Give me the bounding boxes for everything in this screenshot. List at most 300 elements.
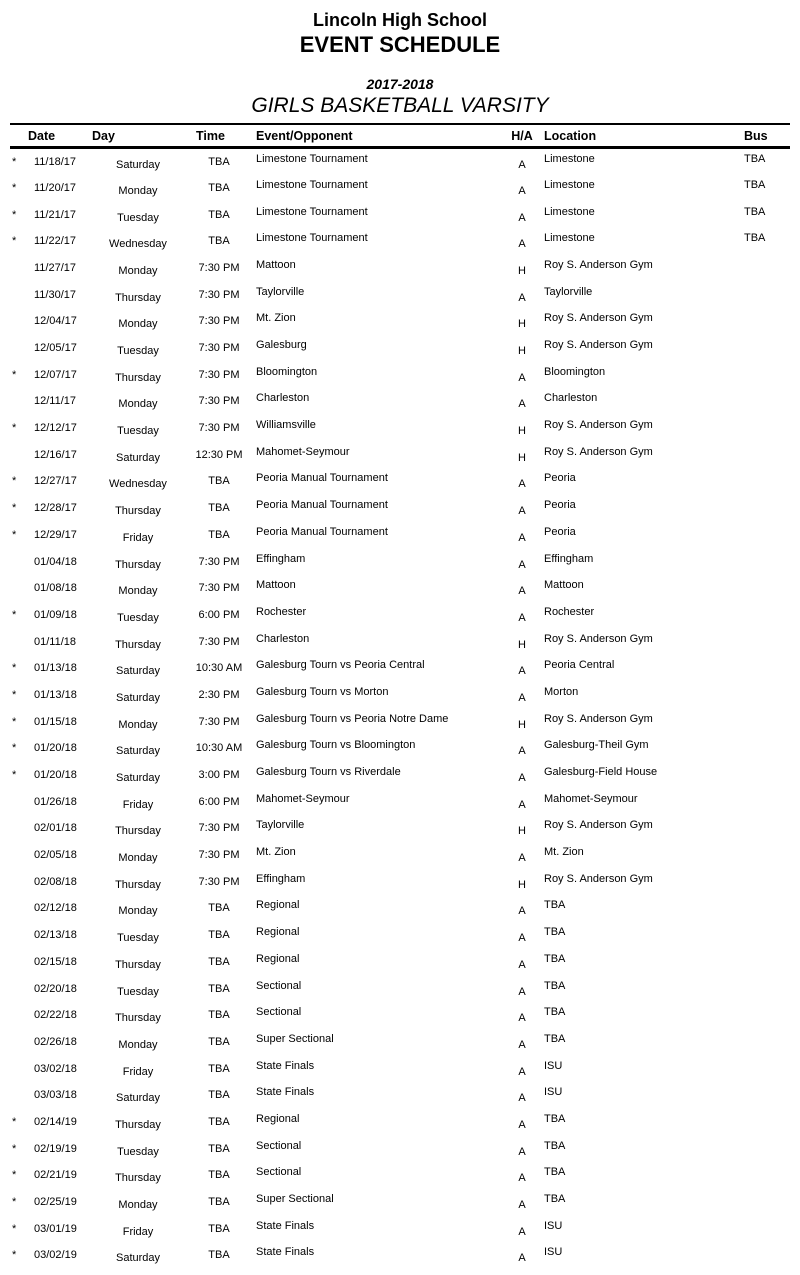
event-day: Saturday [115, 691, 161, 704]
schedule-row [10, 148, 790, 175]
conference-star-marker [10, 255, 28, 282]
event-opponent: Limestone Tournament [256, 232, 368, 245]
bus-time [736, 278, 790, 305]
event-date: 11/20/17 [34, 181, 77, 194]
event-location: Peoria [544, 499, 576, 512]
event-opponent: Peoria Manual Tournament [256, 499, 388, 512]
event-day: Saturday [115, 158, 161, 171]
event-opponent: Super Sectional [256, 1193, 334, 1206]
event-day: Friday [122, 1065, 154, 1078]
event-location: Roy S. Anderson Gym [544, 872, 653, 885]
event-day: Saturday [115, 772, 161, 785]
bus-time [736, 892, 790, 919]
event-time: 7:30 PM [198, 635, 240, 648]
event-day: Wednesday [109, 478, 167, 491]
conference-star-marker: * [12, 715, 17, 728]
conference-star-marker: * [12, 1196, 17, 1209]
home-away-flag: A [518, 184, 526, 197]
bus-time [736, 946, 790, 973]
home-away-flag: A [518, 1038, 526, 1051]
home-away-flag: A [518, 505, 526, 518]
bus-time [736, 999, 790, 1026]
home-away-flag: A [518, 558, 526, 571]
event-location: Galesburg-Field House [544, 766, 658, 779]
schedule-row [10, 815, 790, 842]
conference-star-marker [10, 441, 28, 468]
bus-time [736, 1132, 790, 1159]
schedule-row [10, 1189, 790, 1216]
event-opponent: Regional [256, 952, 300, 965]
conference-star-marker: * [12, 181, 17, 194]
event-date: 01/09/18 [34, 608, 77, 621]
event-day: Thursday [115, 505, 161, 518]
home-away-flag: A [518, 1252, 526, 1265]
event-time: 7:30 PM [198, 875, 240, 888]
event-time: 3:00 PM [198, 769, 240, 782]
event-day: Wednesday [109, 238, 167, 251]
conference-star-marker [10, 548, 28, 575]
bus-time: TBA [744, 178, 766, 191]
event-day: Thursday [115, 825, 161, 838]
event-opponent: State Finals [256, 1059, 315, 1072]
event-location: Roy S. Anderson Gym [544, 419, 653, 432]
schedule-row [10, 655, 790, 682]
event-location: Rochester [544, 605, 595, 618]
event-day: Tuesday [117, 985, 159, 998]
schedule-row [10, 1055, 790, 1082]
schedule-row [10, 628, 790, 655]
event-date: 02/15/18 [34, 955, 77, 968]
home-away-flag: A [518, 745, 526, 758]
home-away-flag: A [518, 1092, 526, 1105]
schedule-row [10, 335, 790, 362]
school-name: Lincoln High School [313, 10, 487, 30]
event-opponent: Galesburg [256, 339, 307, 352]
column-time: Time [184, 124, 254, 148]
conference-star-marker [10, 1029, 28, 1056]
schedule-row [10, 575, 790, 602]
event-location: ISU [544, 1246, 563, 1259]
event-opponent: Regional [256, 899, 300, 912]
schedule-row [10, 388, 790, 415]
conference-star-marker [10, 975, 28, 1002]
event-time: TBA [208, 181, 230, 194]
bus-time [736, 1106, 790, 1133]
bus-time [736, 1052, 790, 1079]
conference-star-marker [10, 895, 28, 922]
event-day: Monday [118, 852, 158, 865]
conference-star-marker [10, 815, 28, 842]
event-date: 01/13/18 [34, 662, 77, 675]
home-away-flag: H [518, 825, 526, 838]
schedule-row [10, 468, 790, 495]
event-date: 01/20/18 [34, 769, 77, 782]
bus-time [736, 1186, 790, 1213]
conference-star-marker [10, 281, 28, 308]
schedule-row [10, 1242, 790, 1269]
bus-time [736, 732, 790, 759]
home-away-flag: A [518, 611, 526, 624]
event-location: Taylorville [544, 285, 593, 298]
event-date: 12/07/17 [34, 368, 77, 381]
event-location: TBA [544, 1139, 566, 1152]
schedule-row [10, 1029, 790, 1056]
event-location: Morton [544, 685, 579, 698]
bus-time [736, 972, 790, 999]
event-time: 7:30 PM [198, 849, 240, 862]
event-opponent: Charleston [256, 632, 310, 645]
event-day: Monday [118, 264, 158, 277]
home-away-flag: H [518, 638, 526, 651]
event-time: TBA [208, 1142, 230, 1155]
bus-time [736, 652, 790, 679]
home-away-flag: H [518, 345, 526, 358]
event-date: 01/26/18 [34, 795, 77, 808]
document-header [0, 0, 800, 118]
event-time: 10:30 AM [195, 742, 243, 755]
schedule-row [10, 1162, 790, 1189]
home-away-flag: A [518, 398, 526, 411]
schedule-row [10, 1082, 790, 1109]
schedule-body [10, 148, 790, 1269]
event-time: 7:30 PM [198, 342, 240, 355]
schedule-row [10, 228, 790, 255]
event-time: 7:30 PM [198, 582, 240, 595]
event-time: TBA [208, 1222, 230, 1235]
event-location: ISU [544, 1219, 563, 1232]
bus-time [736, 599, 790, 626]
event-day: Tuesday [117, 932, 159, 945]
conference-star-marker: * [12, 208, 17, 221]
event-date: 03/03/18 [34, 1089, 77, 1102]
event-location: TBA [544, 1006, 566, 1019]
conference-star-marker: * [12, 688, 17, 701]
bus-time [736, 1239, 790, 1266]
event-opponent: Rochester [256, 605, 307, 618]
conference-star-marker: * [12, 1115, 17, 1128]
event-opponent: Sectional [256, 979, 302, 992]
event-location: TBA [544, 899, 566, 912]
home-away-flag: A [518, 665, 526, 678]
event-location: TBA [544, 979, 566, 992]
event-day: Thursday [115, 1012, 161, 1025]
home-away-flag: A [518, 932, 526, 945]
bus-time [736, 545, 790, 572]
home-away-flag: A [518, 211, 526, 224]
event-day: Saturday [115, 665, 161, 678]
event-opponent: Sectional [256, 1139, 302, 1152]
schedule-row [10, 1109, 790, 1136]
schedule-row [10, 682, 790, 709]
conference-star-marker [10, 628, 28, 655]
event-date: 02/22/18 [34, 1009, 77, 1022]
event-opponent: Mahomet-Seymour [256, 792, 350, 805]
event-opponent: Taylorville [256, 819, 305, 832]
conference-star-marker [10, 1002, 28, 1029]
bus-time: TBA [744, 205, 766, 218]
event-day: Monday [118, 184, 158, 197]
schedule-row [10, 281, 790, 308]
event-opponent: Galesburg Tourn vs Riverdale [256, 766, 401, 779]
event-opponent: Effingham [256, 872, 306, 885]
event-location: Roy S. Anderson Gym [544, 312, 653, 325]
event-opponent: Peoria Manual Tournament [256, 525, 388, 538]
event-time: TBA [208, 1249, 230, 1262]
event-date: 03/02/19 [34, 1249, 77, 1262]
event-time: TBA [208, 982, 230, 995]
event-time: 7:30 PM [198, 422, 240, 435]
event-day: Tuesday [117, 211, 159, 224]
schedule-row [10, 308, 790, 335]
bus-time [736, 839, 790, 866]
event-date: 02/01/18 [34, 822, 77, 835]
conference-star-marker: * [12, 608, 17, 621]
event-location: ISU [544, 1059, 563, 1072]
event-opponent: Williamsville [256, 419, 316, 432]
event-opponent: Sectional [256, 1166, 302, 1179]
event-location: Roy S. Anderson Gym [544, 445, 653, 458]
bus-time [736, 812, 790, 839]
schedule-row [10, 975, 790, 1002]
event-time: TBA [208, 475, 230, 488]
bus-time [736, 465, 790, 492]
schedule-row [10, 175, 790, 202]
event-opponent: Galesburg Tourn vs Morton [256, 685, 389, 698]
event-time: 7:30 PM [198, 261, 240, 274]
event-date: 02/12/18 [34, 902, 77, 915]
event-opponent: State Finals [256, 1086, 315, 1099]
event-time: 7:30 PM [198, 822, 240, 835]
home-away-flag: H [518, 425, 526, 438]
event-date: 02/21/19 [34, 1169, 77, 1182]
home-away-flag: H [518, 318, 526, 331]
event-time: TBA [208, 208, 230, 221]
conference-star-marker: * [12, 422, 17, 435]
event-location: Mt. Zion [544, 846, 584, 859]
event-time: TBA [208, 1035, 230, 1048]
event-day: Thursday [115, 371, 161, 384]
event-date: 12/12/17 [34, 422, 77, 435]
bus-time [736, 865, 790, 892]
event-opponent: State Finals [256, 1219, 315, 1232]
event-time: TBA [208, 1169, 230, 1182]
bus-time [736, 679, 790, 706]
event-opponent: Effingham [256, 552, 306, 565]
event-day: Saturday [115, 745, 161, 758]
event-location: TBA [544, 1112, 566, 1125]
schedule-row [10, 602, 790, 629]
home-away-flag: A [518, 585, 526, 598]
event-location: Mahomet-Seymour [544, 792, 638, 805]
column-date: Date [28, 124, 92, 148]
bus-time [736, 358, 790, 385]
event-location: ISU [544, 1086, 563, 1099]
column-home-away: H/A [504, 124, 540, 148]
bus-time [736, 625, 790, 652]
event-date: 03/02/18 [34, 1062, 77, 1075]
event-day: Saturday [115, 451, 161, 464]
schedule-row [10, 522, 790, 549]
event-location: TBA [544, 952, 566, 965]
event-time: 7:30 PM [198, 368, 240, 381]
column-location: Location [540, 124, 736, 148]
home-away-flag: A [518, 1225, 526, 1238]
bus-time [736, 1079, 790, 1106]
home-away-flag: A [518, 1065, 526, 1078]
event-time: TBA [208, 235, 230, 248]
home-away-flag: A [518, 1145, 526, 1158]
event-location: Roy S. Anderson Gym [544, 712, 653, 725]
home-away-flag: A [518, 158, 526, 171]
event-time: 7:30 PM [198, 395, 240, 408]
conference-star-marker: * [12, 502, 17, 515]
event-location: Peoria [544, 525, 576, 538]
column-bus: Bus [736, 124, 790, 148]
home-away-flag: A [518, 691, 526, 704]
event-opponent: Limestone Tournament [256, 178, 368, 191]
event-time: TBA [208, 528, 230, 541]
event-date: 11/27/17 [34, 261, 77, 274]
conference-star-marker [10, 949, 28, 976]
event-date: 11/21/17 [34, 208, 77, 221]
event-opponent: Regional [256, 926, 300, 939]
event-date: 01/04/18 [34, 555, 77, 568]
conference-star-marker: * [12, 1222, 17, 1235]
schedule-row [10, 201, 790, 228]
event-day: Friday [122, 531, 154, 544]
event-day: Tuesday [117, 425, 159, 438]
schedule-row [10, 548, 790, 575]
event-date: 11/30/17 [34, 288, 77, 301]
column-event: Event/Opponent [254, 124, 504, 148]
conference-star-marker: * [12, 528, 17, 541]
event-opponent: Mt. Zion [256, 846, 296, 859]
event-date: 01/08/18 [34, 582, 77, 595]
event-time: 7:30 PM [198, 715, 240, 728]
event-opponent: Sectional [256, 1006, 302, 1019]
event-location: TBA [544, 926, 566, 939]
season-label: 2017-2018 [366, 75, 434, 92]
event-opponent: Mattoon [256, 258, 296, 271]
conference-star-marker [10, 922, 28, 949]
event-time: TBA [208, 155, 230, 168]
schedule-row [10, 1002, 790, 1029]
event-opponent: State Finals [256, 1246, 315, 1259]
event-day: Monday [118, 585, 158, 598]
event-date: 02/08/18 [34, 875, 77, 888]
event-date: 03/01/19 [34, 1222, 77, 1235]
event-day: Thursday [115, 291, 161, 304]
event-opponent: Mahomet-Seymour [256, 445, 350, 458]
event-time: TBA [208, 1196, 230, 1209]
bus-time: TBA [744, 232, 766, 245]
event-location: Limestone [544, 152, 595, 165]
schedule-table [10, 123, 790, 1269]
event-location: Charleston [544, 392, 598, 405]
event-date: 12/16/17 [34, 448, 77, 461]
schedule-row [10, 788, 790, 815]
event-time: TBA [208, 955, 230, 968]
document-title: EVENT SCHEDULE [299, 31, 501, 57]
event-day: Friday [122, 1225, 154, 1238]
bus-time [736, 785, 790, 812]
event-location: Galesburg-Theil Gym [544, 739, 649, 752]
bus-time [736, 519, 790, 546]
event-day: Tuesday [117, 611, 159, 624]
schedule-row [10, 441, 790, 468]
conference-star-marker: * [12, 1169, 17, 1182]
event-location: TBA [544, 1193, 566, 1206]
conference-star-marker: * [12, 235, 17, 248]
event-day: Monday [118, 1199, 158, 1212]
schedule-row [10, 868, 790, 895]
event-day: Thursday [115, 1172, 161, 1185]
schedule-row [10, 762, 790, 789]
event-time: 2:30 PM [198, 688, 240, 701]
event-location: Mattoon [544, 579, 584, 592]
event-opponent: Galesburg Tourn vs Peoria Notre Dame [256, 712, 449, 725]
event-location: Roy S. Anderson Gym [544, 632, 653, 645]
conference-star-marker: * [12, 742, 17, 755]
home-away-flag: H [518, 451, 526, 464]
event-time: 6:00 PM [198, 795, 240, 808]
conference-star-marker: * [12, 475, 17, 488]
home-away-flag: H [518, 718, 526, 731]
event-location: Limestone [544, 205, 595, 218]
event-date: 01/11/18 [34, 635, 77, 648]
event-opponent: Super Sectional [256, 1032, 334, 1045]
bus-time [736, 1159, 790, 1186]
event-opponent: Taylorville [256, 285, 305, 298]
schedule-row [10, 922, 790, 949]
event-time: TBA [208, 929, 230, 942]
bus-time [736, 759, 790, 786]
home-away-flag: A [518, 478, 526, 491]
bus-time [736, 252, 790, 279]
event-date: 02/19/19 [34, 1142, 77, 1155]
home-away-flag: A [518, 1199, 526, 1212]
bus-time [736, 1212, 790, 1239]
conference-star-marker [10, 308, 28, 335]
event-location: Bloomington [544, 365, 606, 378]
schedule-row [10, 361, 790, 388]
event-day: Monday [118, 718, 158, 731]
event-day: Friday [122, 798, 154, 811]
event-opponent: Bloomington [256, 365, 318, 378]
event-day: Thursday [115, 558, 161, 571]
conference-star-marker [10, 1055, 28, 1082]
event-time: 10:30 AM [195, 662, 243, 675]
event-opponent: Charleston [256, 392, 310, 405]
home-away-flag: A [518, 985, 526, 998]
home-away-flag: A [518, 958, 526, 971]
schedule-row [10, 415, 790, 442]
event-location: Roy S. Anderson Gym [544, 258, 653, 271]
bus-time [736, 438, 790, 465]
event-date: 12/11/17 [34, 395, 77, 408]
event-date: 02/14/19 [34, 1115, 77, 1128]
home-away-flag: A [518, 905, 526, 918]
event-day: Monday [118, 398, 158, 411]
event-day: Monday [118, 905, 158, 918]
schedule-row [10, 842, 790, 869]
event-time: 7:30 PM [198, 288, 240, 301]
schedule-row [10, 1215, 790, 1242]
event-location: Roy S. Anderson Gym [544, 819, 653, 832]
home-away-flag: A [518, 1172, 526, 1185]
event-time: 12:30 PM [195, 448, 243, 461]
schedule-row [10, 895, 790, 922]
